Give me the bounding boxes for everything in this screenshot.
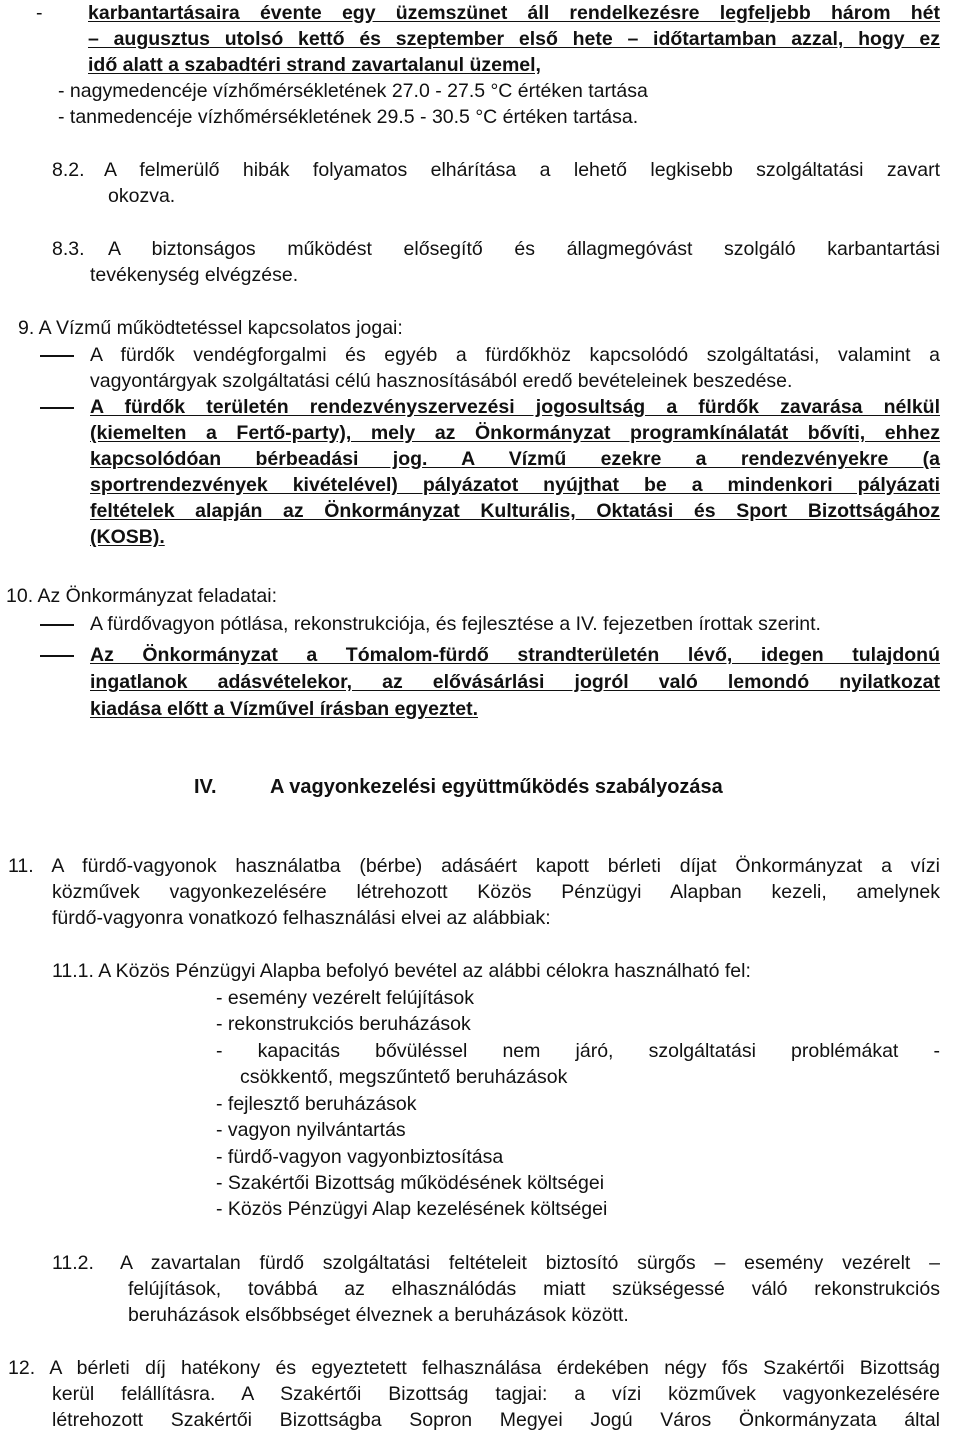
dash-bullet (40, 655, 74, 657)
text-line: ingatlanok adásvételekor, az elővásárlási jogról való lemondó nyilatkozat (90, 671, 940, 693)
text-line: - nagymedencéje vízhőmérsékletének 27.0 - 27.5 °C értéken tartása (58, 80, 648, 102)
section-title: 9. A Vízmű működtetéssel kapcsolatos jogai: (18, 317, 403, 339)
list-item: - vagyon nyilvántartás (216, 1119, 406, 1141)
text-line: közművek vagyonkezelésére létrehozott Közös Pénzügyi Alapban kezeli, amelynek (52, 881, 940, 903)
section-number: 8.3. (52, 238, 85, 260)
text-line: idő alatt a szabadtéri strand zavartalanul üzemel, (88, 54, 541, 76)
text-line: 11. A fürdő-vagyonok használatba (bérbe) adásáért kapott bérleti díjat Önkormányzat a vízi (8, 855, 940, 877)
text-line: 12. A bérleti díj hatékony és egyeztetett felhasználása érdekében négy fős Szakértői Bizottság (8, 1357, 940, 1379)
dash-bullet (40, 355, 74, 357)
section-number: 11.2. (52, 1252, 94, 1274)
text-line: tevékenység elvégzése. (90, 264, 299, 286)
chapter-number: IV. (194, 776, 217, 798)
section-title: 10. Az Önkormányzat feladatai: (6, 585, 277, 607)
section-number: 8.2. (52, 159, 85, 181)
dash-bullet (40, 624, 74, 626)
text-line: kapcsolódóan bérbeadási jog. A Vízmű ezekre a rendezvényekre (a (90, 448, 940, 470)
text-line: sportrendezvények kivételével) pályázatot nyújthat be a mindenkori pályázati (90, 474, 940, 496)
chapter-title: A vagyonkezelési együttműködés szabályozása (270, 776, 723, 798)
text-line: beruházások elsőbbséget élveznek a beruházások között. (128, 1304, 629, 1326)
list-item: - rekonstrukciós beruházások (216, 1013, 471, 1035)
list-item: - Szakértői Bizottság működésének költségei (216, 1172, 605, 1194)
text-line: vagyontárgyak szolgáltatási célú hasznosításából eredő bevételeinek beszedése. (90, 370, 793, 392)
text-line: - tanmedencéje vízhőmérsékletének 29.5 - 30.5 °C értéken tartása. (58, 106, 639, 128)
text-line: 11.1. A Közös Pénzügyi Alapba befolyó bevétel az alábbi célokra használható fel: (52, 960, 751, 982)
text-line: A zavartalan fürdő szolgáltatási feltételeit biztosító sürgős – esemény vezérelt – (120, 1252, 940, 1274)
text-line: okozva. (108, 185, 176, 207)
list-item: - fejlesztő beruházások (216, 1093, 417, 1115)
dash-bullet (40, 407, 74, 409)
list-item: - Közös Pénzügyi Alap kezelésének költségei (216, 1198, 608, 1220)
text-line: – augusztus utolsó kettő és szeptember első hete – időtartamban azzal, hogy ez (88, 28, 940, 50)
text-line: A biztonságos működést elősegítő és állagmegóvást szolgáló karbantartási (108, 238, 940, 260)
text-line: feltételek alapján az Önkormányzat Kulturális, Oktatási és Sport Bizottságához (90, 500, 940, 522)
list-item: csökkentő, megszűntető beruházások (240, 1066, 568, 1088)
text-line: kiadása előtt a Vízművel írásban egyeztet. (90, 698, 478, 720)
text-line: karbantartásaira évente egy üzemszünet áll rendelkezésre legfeljebb három hét (88, 2, 940, 24)
text-line: (kiemelten a Fertő-party), mely az Önkormányzat programkínálatát bővíti, ehhez (90, 422, 940, 444)
text-line: A fürdők területén rendezvényszervezési jogosultság a fürdők zavarása nélkül (90, 396, 940, 418)
text-line: (KOSB). (90, 526, 165, 548)
text-line: Az Önkormányzat a Tómalom-fürdő strandterületén lévő, idegen tulajdonú (90, 644, 940, 666)
list-item: - esemény vezérelt felújítások (216, 987, 474, 1009)
text-line: fürdő-vagyonra vonatkozó felhasználási elvei az alábbiak: (52, 907, 551, 929)
list-marker: - (36, 2, 43, 24)
text-line: A felmerülő hibák folyamatos elhárítása a lehető legkisebb szolgáltatási zavart (104, 159, 940, 181)
list-item: - kapacitás bővüléssel nem járó, szolgáltatási problémákat - (216, 1040, 940, 1062)
text-line: létrehozott Szakértői Bizottságba Sopron Megyei Jogú Város Önkormányzata által (52, 1409, 940, 1431)
text-line: A fürdők vendégforgalmi és egyéb a fürdőkhöz kapcsolódó szolgáltatási, valamint a (90, 344, 940, 366)
list-item: - fürdő-vagyon vagyonbiztosítása (216, 1146, 504, 1168)
text-line: kerül felállításra. A Szakértői Bizottság tagjai: a vízi közművek vagyonkezelésére (52, 1383, 940, 1405)
text-line: A fürdővagyon pótlása, rekonstrukciója, és fejlesztése a IV. fejezetben írottak szerint. (90, 613, 821, 635)
text-line: felújítások, továbbá az elhasználódás miatt szükségessé váló rekonstrukciós (128, 1278, 940, 1300)
